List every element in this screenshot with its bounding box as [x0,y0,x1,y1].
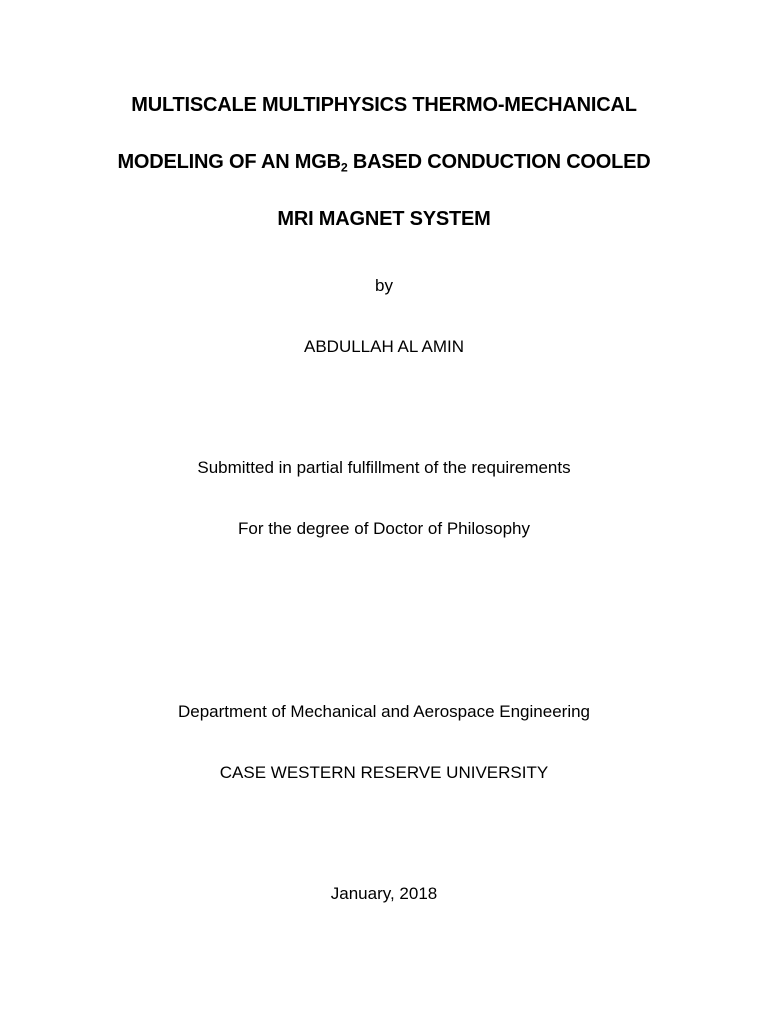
title-line-3: MRI MAGNET SYSTEM [277,208,491,230]
department-name: Department of Mechanical and Aerospace Engineering [177,702,591,721]
author-name: ABDULLAH AL AMIN [304,337,464,356]
by-label: by [375,276,393,295]
title-line-2-end: BASED CONDUCTION COOLED [347,151,651,173]
submission-statement: Submitted in partial fulfillment of the requirements [197,458,571,477]
submission-date: January, 2018 [330,884,438,903]
title-line-2-start: MODELING OF AN MGB [117,151,341,173]
degree-statement: For the degree of Doctor of Philosophy [238,519,530,538]
title-line-1: MULTISCALE MULTIPHYSICS THERMO-MECHANICAL [131,94,637,116]
title-line-2 [0,151,768,174]
university-name: CASE WESTERN RESERVE UNIVERSITY [219,763,549,782]
title-subscript: 2 [340,160,348,175]
